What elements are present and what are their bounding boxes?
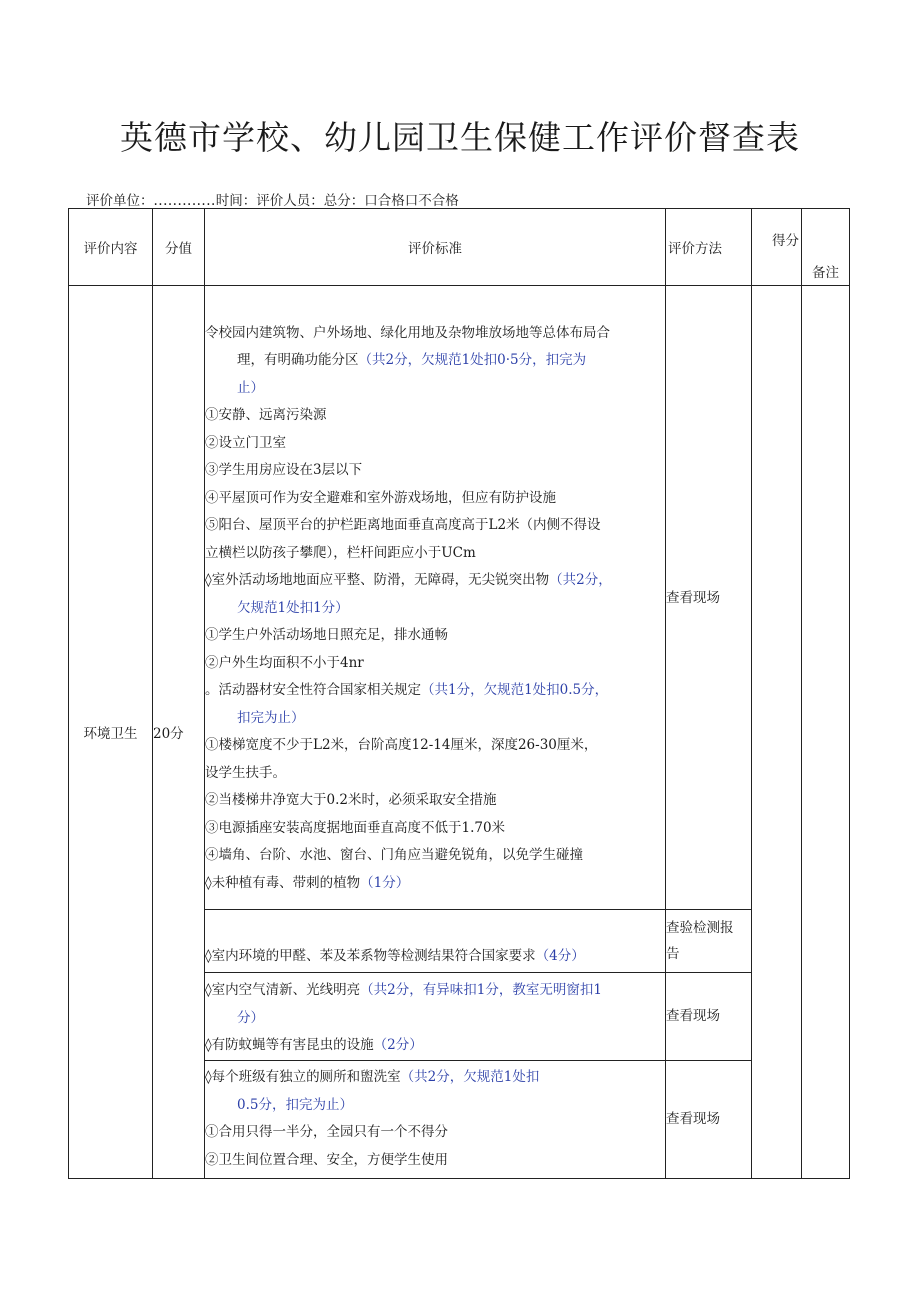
block3-line2-points: 分） — [237, 1009, 264, 1026]
block1-lines — [205, 298, 665, 898]
criteria-line — [205, 870, 665, 898]
criteria-line — [205, 595, 665, 623]
header-content: 评价内容 — [69, 209, 153, 286]
criteria-line — [205, 650, 665, 678]
criteria-line — [205, 622, 665, 650]
criteria-line — [205, 677, 665, 705]
criteria-line — [205, 732, 665, 760]
criteria-line — [205, 567, 665, 595]
header-note: 备注 — [802, 209, 850, 286]
standard-block-1 — [205, 286, 666, 910]
criteria-line — [205, 842, 665, 870]
criteria-line — [205, 485, 665, 513]
criteria-text: 立横栏以防孩子攀爬），栏杆间距应小于UCm — [205, 544, 476, 561]
block4-line1-text: ◊每个班级有独立的厕所和盥洗室 — [205, 1069, 401, 1085]
criteria-line — [205, 512, 665, 540]
meta-line — [86, 189, 459, 209]
criteria-text: ④墙角、台阶、水池、窗台、门角应当避免锐角，以免学生碰撞 — [205, 847, 583, 864]
criteria-text: ②当楼梯井净宽大于0.2米时，必须采取安全措施 — [205, 792, 497, 809]
evaluation-table — [68, 208, 850, 1179]
block3-line1-text: ◊室内空气清新、光线明亮 — [205, 982, 361, 998]
method-block-3: 查看现场 — [666, 973, 752, 1061]
score-cell — [752, 286, 802, 1179]
document-title: 英德市学校、幼儿园卫生保健工作评价督查表 — [120, 118, 800, 157]
table-row — [69, 286, 850, 910]
criteria-points: 扣完为止） — [237, 709, 305, 726]
standard-block-3 — [205, 973, 666, 1061]
criteria-text: 理，有明确功能分区 — [237, 352, 359, 369]
criteria-line — [205, 705, 665, 733]
note-cell — [802, 286, 850, 1179]
criteria-text: ①学生户外活动场地日照充足，排水通畅 — [205, 627, 448, 644]
section-content: 环境卫生 — [69, 286, 153, 1179]
criteria-points: （共1分，欠规范1处扣0.5分， — [421, 682, 609, 699]
criteria-text: ②户外生均面积不小于4nr — [205, 654, 364, 671]
criteria-line — [205, 375, 665, 403]
method-block-2-line1: 查验检测报 — [666, 920, 734, 936]
criteria-text: ②设立门卫室 — [205, 434, 286, 451]
section-points: 20分 — [153, 286, 205, 1179]
block4-line4-text: ②卫生间位置合理、安全，方便学生使用 — [205, 1151, 448, 1168]
criteria-text: ◊未种植有毒、带刺的植物 — [205, 874, 361, 891]
criteria-line — [205, 430, 665, 458]
header-row — [69, 209, 850, 286]
criteria-line — [205, 320, 665, 348]
criteria-text: ③学生用房应设在3层以下 — [205, 462, 363, 479]
method-block-2 — [666, 910, 752, 973]
criteria-points: （共2分，欠规范1处扣0·5分，扣完为 — [358, 352, 587, 369]
criteria-text: 。活动器材安全性符合国家相关规定 — [205, 682, 421, 699]
criteria-points: （1分） — [360, 874, 410, 891]
block4-line3-text: ①合用只得一半分，全园只有一个不得分 — [205, 1124, 448, 1140]
criteria-text: ①楼梯宽度不少于L2米，台阶高度12-14厘米，深度26-30厘米， — [205, 737, 598, 754]
header-points: 分值 — [153, 209, 205, 286]
unit-blank: ............. — [153, 193, 216, 209]
criteria-text: ①安静、远离污染源 — [205, 407, 327, 424]
unit-label: 评价单位： — [86, 193, 154, 209]
criteria-line — [205, 347, 665, 375]
method-block-4: 查看现场 — [666, 1060, 752, 1178]
block3-line3-text: ◊有防蚊蝇等有害昆虫的设施 — [205, 1037, 374, 1053]
criteria-points: 止） — [237, 379, 264, 396]
criteria-line — [205, 760, 665, 788]
criteria-text: 设学生扶手。 — [205, 764, 286, 781]
criteria-text: 令校园内建筑物、户外场地、绿化用地及杂物堆放场地等总体布局合 — [205, 324, 610, 341]
criteria-line — [205, 402, 665, 430]
criteria-points: 欠规范1处扣1分） — [237, 599, 349, 616]
criteria-text: ◊室外活动场地地面应平整、防滑，无障碍，无尖锐突出物 — [205, 572, 550, 589]
criteria-line — [205, 540, 665, 568]
method-block-2-line2: 告 — [666, 946, 680, 962]
block3-line1-points: （共2分，有异味扣1分，教室无明窗扣1 — [360, 982, 602, 998]
method-block-1: 查看现场 — [666, 286, 752, 910]
criteria-text: ④平屋顶可作为安全避难和室外游戏场地，但应有防护设施 — [205, 489, 556, 506]
criteria-text: ③电源插座安装高度据地面垂直高度不低于1.70米 — [205, 819, 506, 836]
block4-line1-points: （共2分，欠规范1处扣 — [400, 1069, 540, 1085]
block2-text: ◊室内环境的甲醛、苯及苯系物等检测结果符合国家要求 — [205, 947, 536, 964]
criteria-text: ⑤阳台、屋顶平台的护栏距离地面垂直高度高于L2米（内侧不得设 — [205, 517, 601, 534]
standard-block-4 — [205, 1060, 666, 1178]
block3-line3-points: （2分） — [373, 1037, 423, 1053]
criteria-line — [205, 815, 665, 843]
standard-block-2 — [205, 910, 666, 973]
header-standard: 评价标准 — [205, 209, 666, 286]
block4-line2-points: 0.5分，扣完为止） — [237, 1096, 353, 1113]
criteria-line — [205, 457, 665, 485]
meta-rest: 时间：评价人员：总分：口合格口不合格 — [215, 193, 459, 209]
criteria-line — [205, 787, 665, 815]
criteria-points: （共2分， — [549, 572, 612, 589]
header-score: 得分 — [752, 209, 802, 286]
header-method: 评价方法 — [666, 209, 752, 286]
block2-points: （4分） — [535, 947, 585, 964]
